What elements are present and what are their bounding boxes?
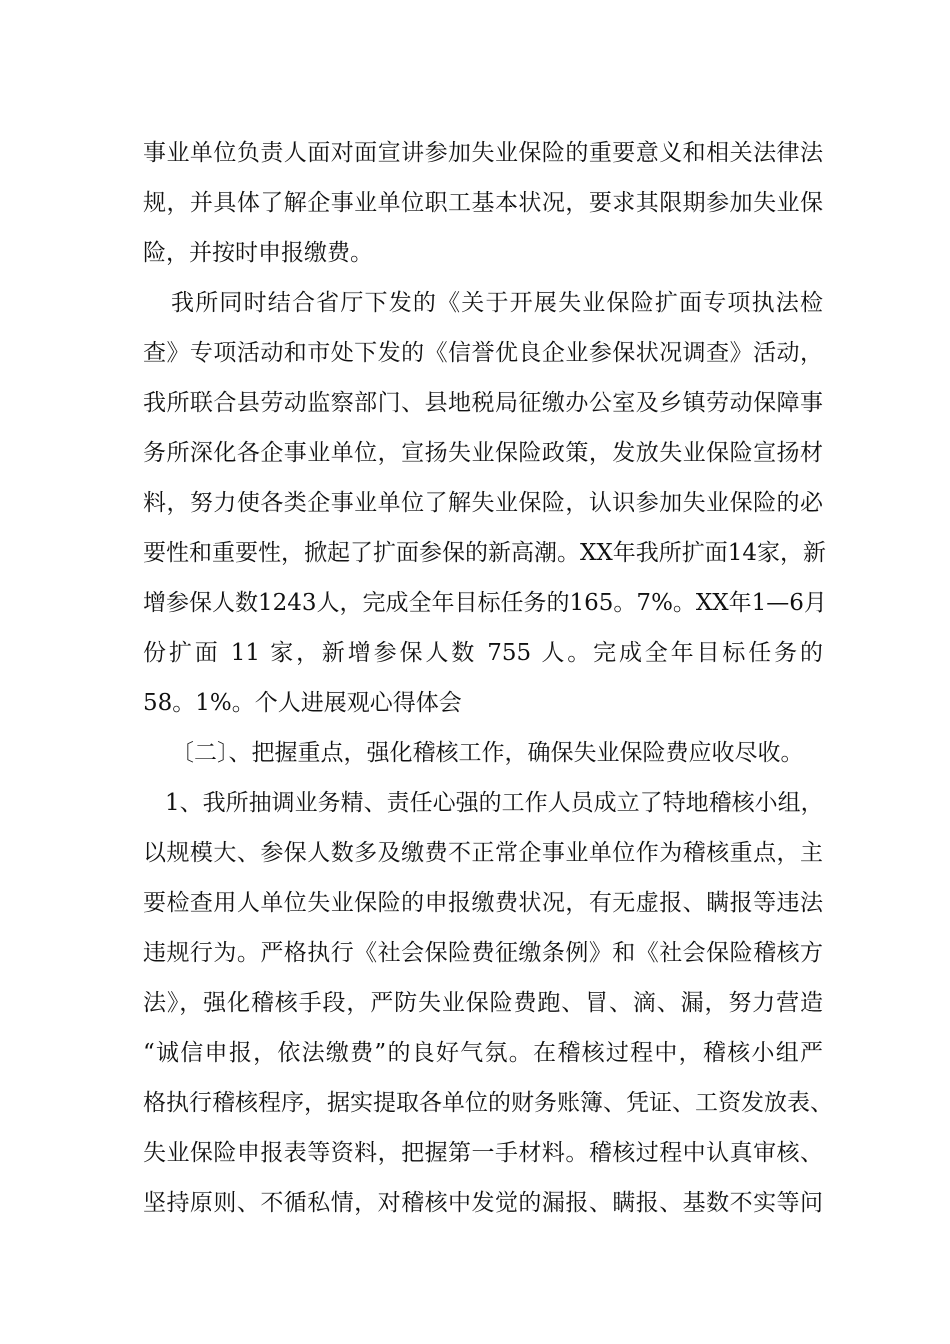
text-line: 要检查用人单位失业保险的申报缴费状况，有无虚报、瞒报等违法 (143, 890, 823, 916)
text-line: 失业保险申报表等资料，把握第一手材料。稽核过程中认真审核、 (143, 1140, 823, 1166)
text-line: 份扩面 11 家，新增参保人数 755 人。完成全年目标任务的 (143, 640, 823, 666)
text-line: 坚持原则、不循私情，对稽核中发觉的漏报、瞒报、基数不实等问 (143, 1190, 823, 1216)
text-line: 58。1%。个人进展观心得体会 (143, 690, 462, 716)
section-heading: 〔二〕、把握重点，强化稽核工作，确保失业保险费应收尽收。 (171, 740, 804, 766)
text-line: 险，并按时申报缴费。 (143, 240, 373, 266)
text-line: “诚信申报，依法缴费”的良好气氛。在稽核过程中，稽核小组严 (143, 1040, 823, 1066)
text-line: 料，努力使各类企事业单位了解失业保险，认识参加失业保险的必 (143, 490, 823, 516)
text-line: 规，并具体了解企事业单位职工基本状况，要求其限期参加失业保 (143, 190, 823, 216)
text-line: 查》专项活动和市处下发的《信誉优良企业参保状况调查》活动， (143, 340, 823, 366)
text-line: 我所联合县劳动监察部门、县地税局征缴办公室及乡镇劳动保障事 (143, 390, 823, 416)
text-line: 要性和重要性，掀起了扩面参保的新高潮。XX年我所扩面14家，新 (143, 540, 827, 566)
text-line: 以规模大、参保人数多及缴费不正常企事业单位作为稽核重点，主 (143, 840, 823, 866)
text-line: 事业单位负责人面对面宣讲参加失业保险的重要意义和相关法律法 (143, 140, 823, 166)
paragraph-first-line: 我所同时结合省厅下发的《关于开展失业保险扩面专项执法检 (171, 290, 823, 316)
text-line: 违规行为。严格执行《社会保险费征缴条例》和《社会保险稽核方 (143, 940, 823, 966)
text-line: 法》，强化稽核手段，严防失业保险费跑、冒、滴、漏，努力营造 (143, 990, 823, 1016)
paragraph-first-line: 1、我所抽调业务精、责任心强的工作人员成立了特地稽核小组， (165, 790, 824, 816)
text-line: 务所深化各企事业单位，宣扬失业保险政策，发放失业保险宣扬材 (143, 440, 823, 466)
text-line: 格执行稽核程序，据实提取各单位的财务账簿、凭证、工资发放表、 (143, 1090, 833, 1116)
text-line: 增参保人数1243人，完成全年目标任务的165。7%。XX年1—6月 (143, 590, 827, 616)
